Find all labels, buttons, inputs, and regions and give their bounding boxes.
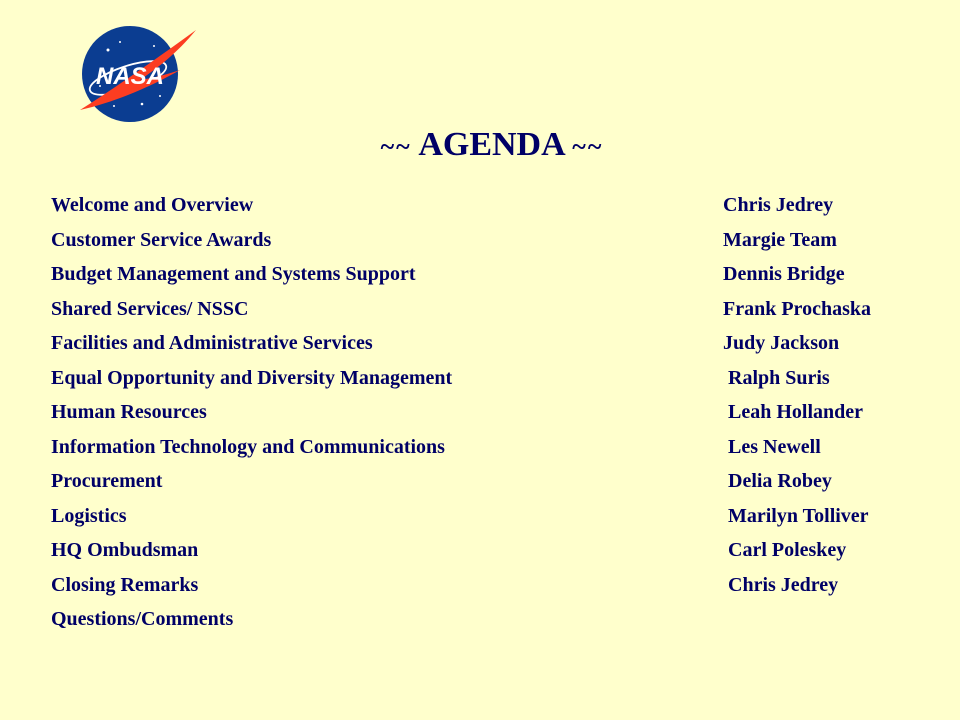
agenda-presenter: Leah Hollander <box>728 401 864 423</box>
title-suffix: ~~ <box>572 132 604 161</box>
agenda-topic: Logistics <box>51 504 127 527</box>
agenda-topic: HQ Ombudsman <box>51 539 199 561</box>
agenda-topic: Human Resources <box>51 401 207 423</box>
title-text: AGENDA <box>418 126 564 163</box>
agenda-item <box>51 430 931 465</box>
agenda-presenter: Les Newell <box>728 435 821 458</box>
agenda-item <box>51 602 931 637</box>
agenda-item <box>51 257 931 292</box>
agenda-item <box>51 464 931 499</box>
agenda-presenter: Chris Jedrey <box>723 194 834 216</box>
agenda-presenter: Carl Poleskey <box>728 539 847 561</box>
title-prefix: ~~ <box>380 132 412 161</box>
agenda-topic: Shared Services/ NSSC <box>51 297 249 320</box>
agenda-topic: Welcome and Overview <box>51 194 254 216</box>
agenda-item <box>51 223 931 258</box>
agenda-topic: Customer Service Awards <box>51 228 272 251</box>
agenda-presenter: Ralph Suris <box>728 366 830 389</box>
agenda-topic: Facilities and Administrative Services <box>51 332 373 354</box>
agenda-presenter: Frank Prochaska <box>723 297 871 320</box>
nasa-logo <box>72 24 200 124</box>
agenda-topic: Closing Remarks <box>51 573 199 596</box>
agenda-presenter: Delia Robey <box>728 470 832 492</box>
agenda-topic: Questions/Comments <box>51 608 234 630</box>
agenda-presenter: Judy Jackson <box>723 332 840 354</box>
agenda-item <box>51 395 931 430</box>
agenda-item <box>51 499 931 534</box>
nasa-meatball-icon <box>72 24 200 124</box>
agenda-topic: Procurement <box>51 470 163 492</box>
agenda-topic: Budget Management and Systems Support <box>51 263 416 285</box>
agenda-item <box>51 568 931 603</box>
agenda-presenter: Marilyn Tolliver <box>728 504 869 527</box>
agenda-presenter: Margie Team <box>723 228 837 251</box>
agenda-topic: Equal Opportunity and Diversity Management <box>51 366 453 389</box>
logo-text: NASA <box>95 63 165 90</box>
agenda-item <box>51 361 931 396</box>
page-title <box>0 126 960 164</box>
agenda-item <box>51 292 931 327</box>
agenda-presenter: Chris Jedrey <box>728 573 839 596</box>
agenda-item <box>51 533 931 568</box>
agenda-item <box>51 188 931 223</box>
agenda-topic: Information Technology and Communications <box>51 435 445 458</box>
agenda-item <box>51 326 931 361</box>
agenda-presenter: Dennis Bridge <box>723 263 845 285</box>
agenda-list <box>51 188 931 637</box>
